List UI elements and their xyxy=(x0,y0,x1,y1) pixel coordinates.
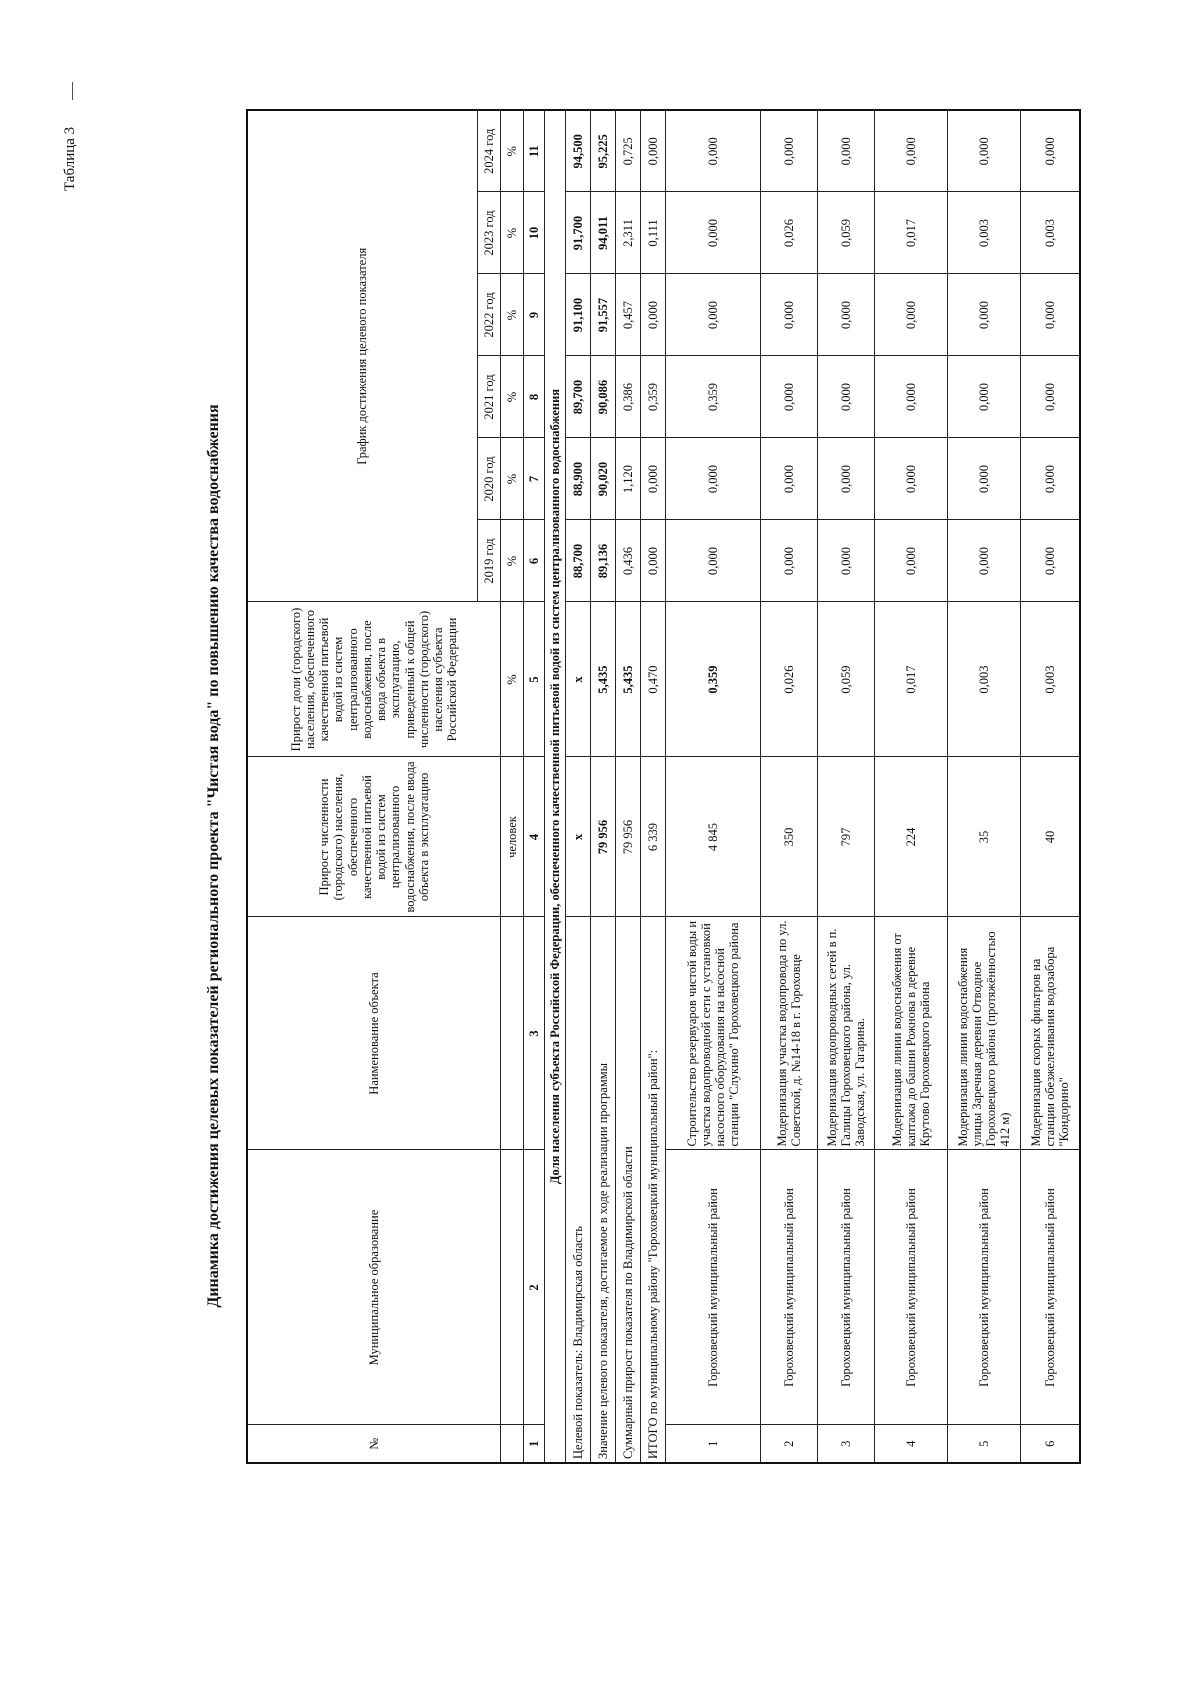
row-value: 0,000 xyxy=(818,274,875,356)
row-people: 350 xyxy=(761,757,818,917)
column-number: 9 xyxy=(524,274,545,356)
row-number: 3 xyxy=(818,1425,875,1463)
header-growth-count: Прирост численности (городского) населения, обеспеченного качественной питьевой водой из систем централизованного водоснабжения, после ввода объекта в эксплуатацию xyxy=(247,757,501,917)
row-municipality: Гороховецкий муниципальный район xyxy=(1021,1150,1081,1425)
summary-value: 1,120 xyxy=(616,438,641,520)
row-people: 224 xyxy=(875,757,948,917)
column-number: 7 xyxy=(524,438,545,520)
header-row-1 xyxy=(247,110,478,1463)
row-value: 0,000 xyxy=(761,110,818,192)
row-value: 0,000 xyxy=(948,438,1021,520)
summary-value: 90,020 xyxy=(591,438,616,520)
row-share: 0,017 xyxy=(875,602,948,757)
summary-value: 94,011 xyxy=(591,192,616,274)
row-value: 0,000 xyxy=(948,520,1021,602)
header-municipality: Муниципальное образование xyxy=(247,1150,501,1425)
row-number: 6 xyxy=(1021,1425,1081,1463)
summary-value: 88,700 xyxy=(566,520,591,602)
row-value: 0,000 xyxy=(666,520,761,602)
row-object: Модернизация линии водоснабжения улицы Заречная деревни Отводное Гороховецкого района (протяжённостью 412 м) xyxy=(948,917,1021,1150)
summary-value: 0,000 xyxy=(641,110,666,192)
row-value: 0,003 xyxy=(948,192,1021,274)
summary-row xyxy=(591,110,616,1463)
summary-people: 6 339 xyxy=(641,757,666,917)
summary-value: 0,386 xyxy=(616,356,641,438)
section-row xyxy=(545,110,566,1463)
row-value: 0,000 xyxy=(666,110,761,192)
summary-value: 0,725 xyxy=(616,110,641,192)
unit-percent: % xyxy=(501,110,524,192)
row-value: 0,000 xyxy=(761,438,818,520)
header-growth-share: Прирост доли (городского) населения, обеспеченного качественной питьевой водой из систем централизованного водоснабжения, после ввода объекта в эксплуатацию, приведенный к общей численности (городского) населения субъекта Российской Федерации xyxy=(247,602,501,757)
summary-value: 0,436 xyxy=(616,520,641,602)
row-value: 0,000 xyxy=(666,274,761,356)
header-year-2024: 2024 год xyxy=(478,110,501,192)
row-value: 0,000 xyxy=(948,274,1021,356)
row-value: 0,059 xyxy=(818,192,875,274)
summary-share: x xyxy=(566,602,591,757)
units-row xyxy=(501,110,524,1463)
row-value: 0,000 xyxy=(1021,274,1081,356)
row-people: 35 xyxy=(948,757,1021,917)
unit-percent: % xyxy=(501,192,524,274)
summary-share: 5,435 xyxy=(616,602,641,757)
summary-people: x xyxy=(566,757,591,917)
column-numbers-row xyxy=(524,110,545,1463)
row-value: 0,000 xyxy=(875,274,948,356)
row-object: Модернизация скорых фильтров на станции обезжелезивания водозабора "Кондорино" xyxy=(1021,917,1081,1150)
row-value: 0,000 xyxy=(1021,520,1081,602)
summary-share: 0,470 xyxy=(641,602,666,757)
unit-percent: % xyxy=(501,274,524,356)
row-value: 0,000 xyxy=(875,520,948,602)
column-number: 1 xyxy=(524,1425,545,1463)
row-number: 1 xyxy=(666,1425,761,1463)
column-number: 3 xyxy=(524,917,545,1150)
summary-value: 0,000 xyxy=(641,438,666,520)
table-row xyxy=(666,110,761,1463)
column-number: 2 xyxy=(524,1150,545,1425)
summary-value: 0,457 xyxy=(616,274,641,356)
header-year-2023: 2023 год xyxy=(478,192,501,274)
summary-value: 94,500 xyxy=(566,110,591,192)
unit-percent: % xyxy=(501,438,524,520)
row-people: 797 xyxy=(818,757,875,917)
row-value: 0,000 xyxy=(818,110,875,192)
unit-percent: % xyxy=(501,520,524,602)
row-value: 0,000 xyxy=(666,192,761,274)
row-value: 0,000 xyxy=(948,356,1021,438)
summary-value: 0,000 xyxy=(641,274,666,356)
row-municipality: Гороховецкий муниципальный район xyxy=(875,1150,948,1425)
summary-value: 95,225 xyxy=(591,110,616,192)
column-number: 11 xyxy=(524,110,545,192)
row-value: 0,000 xyxy=(1021,110,1081,192)
scan-mark xyxy=(72,82,73,100)
summary-value: 89,700 xyxy=(566,356,591,438)
indicators-table xyxy=(246,109,1081,1464)
row-value: 0,000 xyxy=(761,520,818,602)
summary-value: 0,359 xyxy=(641,356,666,438)
row-value: 0,000 xyxy=(818,520,875,602)
row-number: 4 xyxy=(875,1425,948,1463)
row-value: 0,000 xyxy=(818,356,875,438)
row-value: 0,000 xyxy=(761,356,818,438)
summary-people: 79 956 xyxy=(591,757,616,917)
row-municipality: Гороховецкий муниципальный район xyxy=(761,1150,818,1425)
row-value: 0,000 xyxy=(875,356,948,438)
row-municipality: Гороховецкий муниципальный район xyxy=(818,1150,875,1425)
summary-row xyxy=(616,110,641,1463)
column-number: 10 xyxy=(524,192,545,274)
summary-value: 91,557 xyxy=(591,274,616,356)
row-share: 0,003 xyxy=(948,602,1021,757)
row-value: 0,000 xyxy=(1021,438,1081,520)
header-year-2022: 2022 год xyxy=(478,274,501,356)
summary-value: 91,100 xyxy=(566,274,591,356)
table-row xyxy=(761,110,818,1463)
row-share: 0,003 xyxy=(1021,602,1081,757)
summary-row xyxy=(566,110,591,1463)
row-value: 0,000 xyxy=(875,110,948,192)
row-municipality: Гороховецкий муниципальный район xyxy=(666,1150,761,1425)
row-object: Модернизация линии водоснабжения от каптажа до башни Рожнова в деревне Крутово Гороховецкого района xyxy=(875,917,948,1150)
row-value: 0,017 xyxy=(875,192,948,274)
units-cell-empty xyxy=(501,1425,524,1463)
row-share: 0,359 xyxy=(666,602,761,757)
summary-value: 0,111 xyxy=(641,192,666,274)
row-value: 0,000 xyxy=(666,438,761,520)
table-row xyxy=(1021,110,1081,1463)
row-share: 0,026 xyxy=(761,602,818,757)
row-people: 4 845 xyxy=(666,757,761,917)
row-value: 0,359 xyxy=(666,356,761,438)
row-object: Модернизация участка водопровода по ул. Советской, д. №14-18 в г. Гороховце xyxy=(761,917,818,1150)
header-year-2019: 2019 год xyxy=(478,520,501,602)
row-share: 0,059 xyxy=(818,602,875,757)
unit-percent: % xyxy=(501,602,524,757)
row-object: Строительство резервуаров чистой воды и участка водопроводной сети с установкой насосного оборудования на насосной станции "Слукино" Гороховецкого района xyxy=(666,917,761,1150)
row-value: 0,026 xyxy=(761,192,818,274)
row-value: 0,000 xyxy=(875,438,948,520)
summary-label: Суммарный прирост показателя по Владимирской области xyxy=(616,917,641,1463)
summary-people: 79 956 xyxy=(616,757,641,917)
summary-value: 91,700 xyxy=(566,192,591,274)
table-row xyxy=(875,110,948,1463)
row-value: 0,000 xyxy=(948,110,1021,192)
table-row xyxy=(948,110,1021,1463)
row-municipality: Гороховецкий муниципальный район xyxy=(948,1150,1021,1425)
summary-value: 90,086 xyxy=(591,356,616,438)
document-title: Динамика достижения целевых показателей регионального проекта "Чистая вода" по повышению качества водоснабжения xyxy=(205,404,222,1308)
column-number: 8 xyxy=(524,356,545,438)
header-year-2021: 2021 год xyxy=(478,356,501,438)
summary-value: 2,311 xyxy=(616,192,641,274)
header-schedule: График достижения целевого показателя xyxy=(247,110,478,602)
header-no: № xyxy=(247,1425,501,1463)
row-number: 2 xyxy=(761,1425,818,1463)
units-cell-empty xyxy=(501,917,524,1150)
summary-share: 5,435 xyxy=(591,602,616,757)
unit-percent: % xyxy=(501,356,524,438)
units-cell-empty xyxy=(501,1150,524,1425)
row-people: 40 xyxy=(1021,757,1081,917)
column-number: 6 xyxy=(524,520,545,602)
summary-value: 88,900 xyxy=(566,438,591,520)
row-value: 0,000 xyxy=(1021,356,1081,438)
table-row xyxy=(818,110,875,1463)
row-value: 0,000 xyxy=(818,438,875,520)
row-value: 0,000 xyxy=(761,274,818,356)
row-number: 5 xyxy=(948,1425,1021,1463)
column-number: 4 xyxy=(524,757,545,917)
summary-row xyxy=(641,110,666,1463)
summary-value: 0,000 xyxy=(641,520,666,602)
table-label: Таблица 3 xyxy=(62,126,78,191)
row-object: Модернизация водопроводных сетей в п. Галицы Гороховецкого района, ул. Заводская, ул. Гагарина. xyxy=(818,917,875,1150)
column-number: 5 xyxy=(524,602,545,757)
header-year-2020: 2020 год xyxy=(478,438,501,520)
summary-value: 89,136 xyxy=(591,520,616,602)
summary-label: Целевой показатель: Владимирская область xyxy=(566,917,591,1463)
section-title: Доля населения субъекта Российской Федерации, обеспеченного качественной питьевой водой из систем централизованного водоснабжения xyxy=(545,110,566,1463)
header-object: Наименование объекта xyxy=(247,917,501,1150)
row-value: 0,003 xyxy=(1021,192,1081,274)
summary-label: ИТОГО по муниципальному району "Гороховецкий муниципальный район": xyxy=(641,917,666,1463)
unit-people: человек xyxy=(501,757,524,917)
summary-label: Значение целевого показателя, достигаемое в ходе реализации программы xyxy=(591,917,616,1463)
